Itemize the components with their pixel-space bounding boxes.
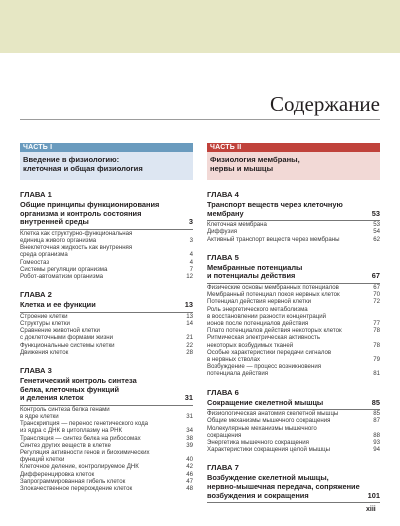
toc-entry[interactable] (20, 273, 193, 280)
entry-page: 47 (186, 477, 193, 485)
toc-entry[interactable] (20, 320, 193, 327)
toc-entry[interactable] (20, 342, 193, 349)
header-band (0, 0, 400, 53)
entry-title: Мембранный потенциал покоя нервных клеток (207, 291, 340, 299)
toc-entry[interactable] (20, 420, 193, 434)
toc-entry[interactable] (207, 228, 380, 235)
chapter-list (20, 190, 193, 492)
toc-column-left (20, 143, 193, 492)
chapter-title: Клетка и ее функции (20, 300, 96, 310)
toc-entry[interactable] (20, 463, 193, 470)
toc-chapter (207, 463, 380, 503)
chapter-page: 13 (184, 300, 193, 310)
chapter-page: 3 (188, 217, 193, 227)
toc-entry[interactable] (20, 478, 193, 485)
toc-entry[interactable] (207, 221, 380, 228)
entry-page: 13 (186, 312, 193, 320)
toc-entry[interactable] (207, 417, 380, 424)
chapter-number: ГЛАВА 2 (20, 290, 52, 300)
chapter-number: ГЛАВА 4 (207, 190, 239, 199)
toc-entry[interactable] (20, 442, 193, 449)
part-title: Введение в физиологию: клеточная и общая физиология (20, 152, 193, 180)
entry-page: 85 (373, 410, 380, 418)
page-number: xiii (366, 506, 376, 513)
chapter-page: 53 (371, 208, 380, 218)
entry-page: 81 (373, 370, 380, 378)
chapter-title-row[interactable] (207, 399, 380, 411)
toc-chapter (207, 388, 380, 454)
entry-page: 3 (189, 236, 193, 244)
chapter-title: Транспорт веществ через клеточную мембрану (207, 200, 343, 218)
entry-page: 39 (186, 441, 193, 449)
entry-title: Потенциал действия нервной клетки (207, 298, 312, 306)
entry-page: 28 (186, 348, 193, 356)
entry-title: Клетка как структурно-функциональная единица живого организма (20, 229, 133, 244)
entry-page: 53 (373, 221, 380, 229)
chapter-number: ГЛАВА 1 (20, 190, 52, 199)
chapter-title-row[interactable] (20, 377, 193, 406)
toc-entry[interactable] (207, 306, 380, 328)
chapter-number: ГЛАВА 6 (207, 387, 239, 397)
page-title: Содержание (269, 92, 380, 116)
entry-page: 14 (186, 320, 193, 327)
title-divider (20, 119, 380, 120)
toc-entry[interactable] (207, 425, 380, 439)
entry-page: 78 (373, 327, 380, 335)
toc-entry[interactable] (207, 327, 380, 334)
entry-title: Робот-автоматизм организма (20, 273, 104, 280)
part-title: Физиология мембраны, нервы и мышцы (207, 152, 380, 180)
entry-title: Внеклеточная жидкость как внутренняя среда организма (20, 244, 133, 259)
entry-title: Запрограммированная гибель клеток (20, 477, 126, 485)
entry-title: Контроль синтеза белка генами в ядре клетки (20, 405, 110, 420)
entry-page: 62 (373, 235, 380, 243)
entry-page: 70 (373, 291, 380, 299)
entry-page: 4 (189, 258, 193, 266)
entry-title: Транскрипция — перенос генетического кода из ядра с ДНК в цитоплазму на РНК (20, 420, 149, 435)
toc-entry[interactable] (20, 266, 193, 273)
chapter-number: ГЛАВА 7 (207, 463, 239, 473)
entry-title: Энергетика мышечного сокращения (207, 439, 309, 447)
entry-page: 38 (186, 434, 193, 442)
entry-page: 54 (373, 228, 380, 236)
entry-page: 67 (373, 283, 380, 291)
toc-entry[interactable] (20, 406, 193, 420)
entry-title: Характеристики сокращения целой мышцы (207, 446, 330, 454)
chapter-title-row[interactable] (207, 201, 380, 221)
toc-entry[interactable] (207, 446, 380, 453)
chapter-title: Генетический контроль синтеза белка, клеточных функций и деления клеток (20, 376, 137, 403)
entry-title: Структуры клетки (20, 320, 70, 327)
toc-entry[interactable] (20, 230, 193, 244)
entry-title: Физические основы мембранных потенциалов (207, 283, 339, 291)
chapter-page: 85 (371, 397, 380, 407)
entry-title: Системы регуляции организма (20, 265, 108, 273)
entry-title: Диффузия (207, 228, 238, 236)
entry-page: 48 (186, 485, 193, 493)
toc-entry[interactable] (20, 449, 193, 463)
toc-entry[interactable] (20, 485, 193, 492)
toc-chapter (207, 190, 380, 243)
entry-title: Возбуждение — процесс возникновения потенциала действия (207, 363, 322, 378)
entry-page: 93 (373, 439, 380, 447)
toc-entry[interactable] (20, 471, 193, 478)
entry-title: Злокачественное перерождение клеток (20, 485, 133, 493)
entry-page: 40 (186, 456, 193, 464)
toc-chapter (20, 190, 193, 280)
entry-title: Ритмическая электрическая активность некоторых возбудимых тканей (207, 334, 320, 349)
entry-title: Молекулярные механизмы мышечного сокращения (207, 424, 317, 439)
chapter-title-row[interactable] (207, 474, 380, 503)
entry-title: Активный транспорт веществ через мембраны (207, 235, 340, 243)
entry-title: Синтез других веществ в клетке (20, 441, 111, 449)
chapter-number: ГЛАВА 5 (207, 252, 239, 262)
toc-entry[interactable] (20, 327, 193, 341)
chapter-page: 101 (367, 490, 380, 500)
part-label: ЧАСТЬ II (207, 143, 380, 152)
toc-entry[interactable] (207, 284, 380, 291)
chapter-title: Возбуждение скелетной мышцы, нервно-мышечная передача, сопряжение возбуждения и сокращения (207, 473, 360, 500)
entry-page: 78 (373, 341, 380, 349)
toc-entry[interactable] (207, 291, 380, 298)
entry-title: Движения клеток (20, 348, 69, 356)
entry-page: 34 (186, 427, 193, 435)
entry-page: 94 (373, 446, 380, 454)
toc-entry[interactable] (20, 435, 193, 442)
toc-entry[interactable] (20, 349, 193, 356)
chapter-title: Мембранные потенциалы и потенциалы действия (207, 262, 303, 281)
chapter-page: 67 (371, 271, 380, 281)
entry-page: 4 (189, 251, 193, 259)
entry-title: Общие механизмы мышечного сокращения (207, 417, 331, 425)
chapter-page: 31 (184, 393, 193, 403)
entry-title: Клеточная мембрана (207, 221, 267, 229)
toc-entry[interactable] (20, 244, 193, 258)
entry-page: 72 (373, 298, 380, 306)
chapter-title-row[interactable] (207, 264, 380, 284)
entry-title: Плато потенциалов действия некоторых клеток (207, 327, 342, 335)
entry-title: Роль энергетического метаболизма в восстановлении разности концентраций ионов после потенциалов действия (207, 305, 327, 327)
entry-page: 7 (189, 265, 193, 273)
toc-column-right (207, 143, 380, 503)
entry-page: 22 (186, 341, 193, 349)
entry-title: Функциональные системы клетки (20, 341, 115, 349)
entry-title: Сравнение животной клетки с доклеточными формами жизни (20, 327, 114, 342)
toc-chapter (207, 253, 380, 378)
entry-page: 79 (373, 356, 380, 364)
entry-title: Регуляция активности генов и биохимических функций клетки (20, 449, 150, 464)
toc-entry[interactable] (207, 439, 380, 446)
chapter-list (207, 190, 380, 503)
entry-page: 21 (186, 334, 193, 342)
toc-entry[interactable] (207, 298, 380, 305)
entry-title: Особые характеристики передачи сигналов в нервных стволах (207, 348, 332, 364)
entry-title: Дифференцировка клеток (20, 470, 95, 478)
toc-chapter (20, 290, 193, 356)
chapter-number: ГЛАВА 3 (20, 366, 52, 376)
entry-title: Физиологическая анатомия скелетной мышцы (207, 410, 339, 418)
entry-title: Трансляция — синтез белка на рибосомах (20, 434, 141, 442)
entry-page: 87 (373, 417, 380, 425)
toc-chapter (20, 366, 193, 492)
part-header (207, 143, 380, 180)
chapter-title-row[interactable] (20, 201, 193, 230)
entry-page: 46 (186, 470, 193, 478)
entry-page: 31 (186, 413, 193, 420)
toc-entry[interactable] (207, 236, 380, 243)
entry-title: Строение клетки (20, 312, 68, 320)
toc-entry[interactable] (207, 363, 380, 377)
toc-entry[interactable] (207, 410, 380, 417)
entry-page: 77 (373, 320, 380, 327)
entry-title: Клеточное деление, контролируемое ДНК (20, 463, 139, 471)
entry-title: Гомеостаз (20, 258, 50, 266)
chapter-title-row[interactable] (20, 301, 193, 313)
entry-page: 42 (186, 463, 193, 471)
part-label: ЧАСТЬ I (20, 143, 193, 152)
chapter-title: Сокращение скелетной мышцы (207, 397, 324, 407)
entry-page: 88 (373, 431, 380, 439)
part-header (20, 143, 193, 180)
toc-entry[interactable] (207, 334, 380, 348)
toc-entry[interactable] (20, 259, 193, 266)
entry-page: 12 (186, 273, 193, 280)
chapter-title: Общие принципы функционирования организма и контроль состояния внутренней среды (20, 200, 160, 227)
toc-entry[interactable] (207, 349, 380, 363)
toc-entry[interactable] (20, 313, 193, 320)
